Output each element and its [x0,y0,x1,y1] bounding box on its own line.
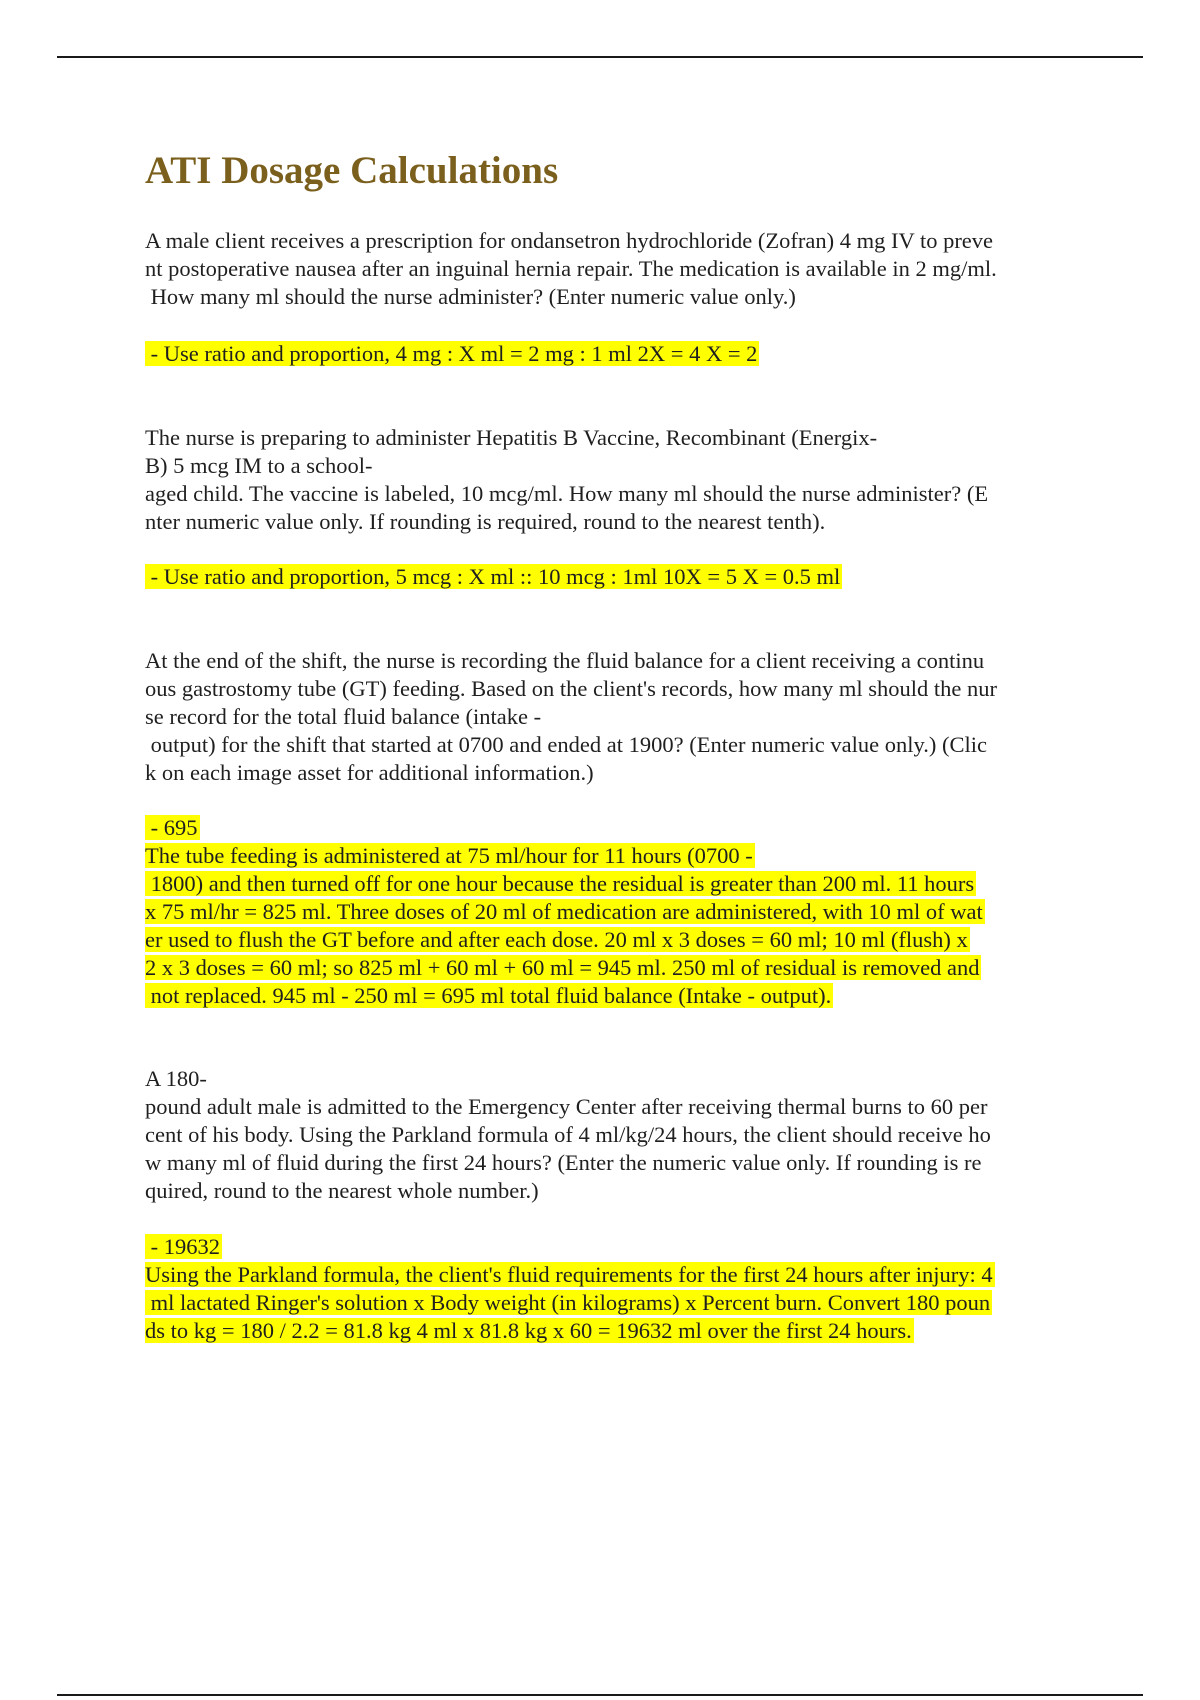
question-text-line: k on each image asset for additional information.) [145,760,594,785]
answer-line [145,814,1085,842]
footer-rule [57,1694,1143,1696]
question-text-line: The nurse is preparing to administer Hepatitis B Vaccine, Recombinant (Energix- [145,425,878,450]
answer-3 [145,814,1085,1010]
answer-line [145,842,1085,870]
answer-line [145,1261,1085,1289]
question-text-line: nter numeric value only. If rounding is required, round to the nearest tenth). [145,509,826,534]
answer-line [145,1233,1085,1261]
question-text-line: nt postoperative nausea after an inguinal hernia repair. The medication is available in 2 mg/ml. [145,256,997,281]
highlighted-answer-text: The tube feeding is administered at 75 ml/hour for 11 hours (0700 - [145,843,753,868]
highlighted-answer-text: - Use ratio and proportion, 5 mcg : X ml :: 10 mcg : 1ml 10X = 5 X = 0.5 ml [145,564,841,589]
header-rule [57,56,1143,58]
answer-line [145,870,1085,898]
document-title: ATI Dosage Calculations [145,149,559,192]
answer-line [145,340,1085,368]
answer-line [145,926,1085,954]
question-text-line: A male client receives a prescription for ondansetron hydrochloride (Zofran) 4 mg IV to preve [145,228,994,253]
highlighted-answer-text: - 19632 [145,1234,220,1259]
question-4 [145,1065,1085,1205]
highlighted-answer-text: 2 x 3 doses = 60 ml; so 825 ml + 60 ml + 60 ml = 945 ml. 250 ml of residual is removed and [145,955,980,980]
answer-line [145,563,1085,591]
question-1 [145,227,1085,311]
highlighted-answer-text: ds to kg = 180 / 2.2 = 81.8 kg 4 ml x 81.8 kg x 60 = 19632 ml over the first 24 hours. [145,1318,912,1343]
answer-line [145,898,1085,926]
question-text-line: A 180- [145,1066,207,1091]
highlighted-answer-text: - 695 [145,815,198,840]
question-text-line: w many ml of fluid during the first 24 hours? (Enter the numeric value only. If rounding is re [145,1150,982,1175]
question-text-line: How many ml should the nurse administer? (Enter numeric value only.) [145,284,796,309]
question-text-line: B) 5 mcg IM to a school- [145,453,373,478]
answer-line [145,1289,1085,1317]
question-text-line: quired, round to the nearest whole number.) [145,1178,539,1203]
answer-1 [145,340,1085,368]
highlighted-answer-text: 1800) and then turned off for one hour because the residual is greater than 200 ml. 11 hours [145,871,975,896]
question-text-line: se record for the total fluid balance (intake - [145,704,542,729]
question-text-line: output) for the shift that started at 0700 and ended at 1900? (Enter numeric value only.) (Clic [145,732,988,757]
highlighted-answer-text: not replaced. 945 ml - 250 ml = 695 ml total fluid balance (Intake - output). [145,983,832,1008]
highlighted-answer-text: Using the Parkland formula, the client's fluid requirements for the first 24 hours after injury: 4 [145,1262,993,1287]
highlighted-answer-text: ml lactated Ringer's solution x Body weight (in kilograms) x Percent burn. Convert 180 poun [145,1290,991,1315]
highlighted-answer-text: x 75 ml/hr = 825 ml. Three doses of 20 ml of medication are administered, with 10 ml of wat [145,899,983,924]
question-3 [145,647,1085,787]
answer-2 [145,563,1085,591]
question-text-line: ous gastrostomy tube (GT) feeding. Based on the client's records, how many ml should the nur [145,676,998,701]
question-text-line: cent of his body. Using the Parkland formula of 4 ml/kg/24 hours, the client should receive ho [145,1122,991,1147]
question-text-line: aged child. The vaccine is labeled, 10 mcg/ml. How many ml should the nurse administer? (E [145,481,989,506]
answer-4 [145,1233,1085,1345]
highlighted-answer-text: - Use ratio and proportion, 4 mg : X ml = 2 mg : 1 ml 2X = 4 X = 2 [145,341,758,366]
question-2 [145,424,1085,536]
question-text-line: pound adult male is admitted to the Emergency Center after receiving thermal burns to 60 per [145,1094,988,1119]
highlighted-answer-text: er used to flush the GT before and after each dose. 20 ml x 3 doses = 60 ml; 10 ml (flush) x [145,927,968,952]
answer-line [145,1317,1085,1345]
answer-line [145,982,1085,1010]
answer-line [145,954,1085,982]
question-text-line: At the end of the shift, the nurse is recording the fluid balance for a client receiving a continu [145,648,985,673]
